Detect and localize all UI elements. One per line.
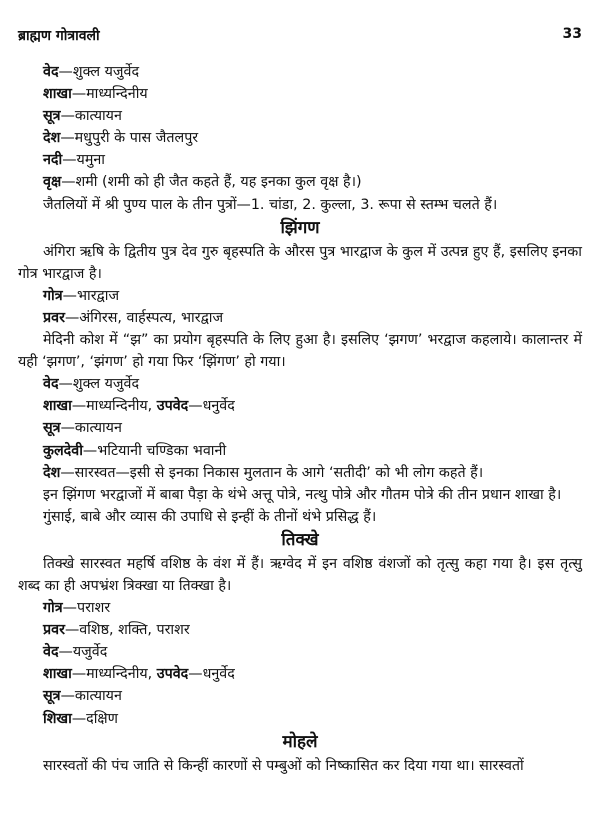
field-label: उपवेद — [156, 398, 189, 415]
field-label: शाखा — [43, 666, 72, 683]
field-label: गोत्र — [43, 600, 63, 617]
field-label: गोत्र — [43, 287, 63, 304]
field-label: वेद — [43, 64, 59, 80]
field-desh — [18, 462, 582, 484]
field-ved — [18, 641, 582, 663]
field-value: —शुक्ल यजुर्वेद — [58, 64, 140, 80]
field-label: वृक्ष — [43, 174, 62, 191]
field-vriksha — [18, 171, 582, 193]
field-label: शाखा — [43, 398, 72, 415]
field-value: —कात्यायन — [60, 420, 122, 437]
field-ved — [18, 61, 582, 83]
field-value: —दक्षिण — [71, 710, 119, 727]
field-shakha — [18, 83, 582, 105]
field-sutra — [18, 417, 582, 439]
paragraph: सारस्वतों की पंच जाति से किन्हीं कारणों से पम्बुओं को निष्कासित कर दिया गया था। सारस्वतों — [43, 757, 524, 774]
field-label: प्रवर — [43, 309, 65, 326]
field-gotra — [18, 597, 582, 619]
field-label: नदी — [43, 152, 63, 169]
field-value: —वशिष्ठ, शक्ति, पराशर — [64, 622, 190, 639]
field-shakha — [18, 395, 582, 417]
field-nadi — [18, 149, 582, 171]
field-desh — [18, 127, 582, 149]
field-label: वेद — [43, 376, 59, 393]
running-head: ब्राह्मण गोत्रावली — [18, 28, 100, 44]
paragraph: इन झिंगण भरद्वाजों में बाबा पैड़ा के थंभे अत्तू पोत्रे, नत्थु पोत्रे और गौतम पोत्रे की तीन प्रधान शाखा है। — [43, 486, 562, 503]
field-value: —माध्यन्दिनीय, — [71, 398, 153, 415]
field-shakha — [18, 663, 582, 685]
field-label: शाखा — [43, 86, 72, 103]
page-body — [18, 61, 582, 777]
field-label: देश — [43, 464, 61, 481]
field-label: देश — [43, 130, 61, 147]
field-label: सूत्र — [43, 688, 61, 705]
page-header — [18, 26, 582, 50]
field-shikha — [18, 708, 582, 730]
field-value: —सारस्वत—इसी से इनका निकास मुलतान के आगे ‘सतीदी’ को भी लोग कहते हैं। — [60, 464, 484, 481]
field-value: —शुक्ल यजुर्वेद — [58, 376, 140, 393]
paragraph: मेदिनी कोश में “झ” का प्रयोग बृहस्पति के लिए हुआ है। इसलिए ‘झगण’ भरद्वाज कहलाये। कालान्तर में यही ‘झगण’, ‘झंगण’ हो गया फिर ‘झिंगण’ हो गया। — [18, 332, 582, 371]
field-label: शिखा — [43, 710, 72, 727]
section-heading: झिंगण — [280, 217, 320, 238]
paragraph: गुंसाई, बाबे और व्यास की उपाधि से इन्हीं के तीनों थंभे प्रसिद्ध हैं। — [43, 508, 377, 525]
field-ved — [18, 373, 582, 395]
field-value: —कात्यायन — [60, 688, 122, 705]
field-value: —धनुर्वेद — [188, 666, 235, 683]
field-value: —यजुर्वेद — [58, 644, 108, 661]
field-value: —भारद्वाज — [62, 287, 120, 304]
page-number: 33 — [562, 26, 582, 42]
field-label: उपवेद — [156, 666, 189, 683]
field-kuldevi — [18, 440, 582, 462]
field-gotra — [18, 285, 582, 307]
field-sutra — [18, 685, 582, 707]
field-value: —माध्यन्दिनीय, — [71, 666, 153, 683]
field-label: कुलदेवी — [43, 442, 83, 459]
section-heading: तिक्खे — [281, 529, 319, 550]
field-label: प्रवर — [43, 622, 65, 639]
section-note: जैतलियों में श्री पुण्य पाल के तीन पुत्रों—1. चांडा, 2. कुल्ला, 3. रूपा से स्तम्भ चलते हैं। — [43, 196, 498, 213]
field-label: वेद — [43, 644, 59, 661]
field-value: —यमुना — [62, 152, 106, 169]
paragraph: तिक्खे सारस्वत महर्षि वशिष्ठ के वंश में हैं। ऋग्वेद में इन वशिष्ठ वंशजों को तृत्सु कहा गया है। इस तृत्सु शब्द का ही अपभ्रंश त्रिक्खा या तिक्खा है। — [18, 555, 582, 594]
field-value: —मधुपुरी के पास जैतलपुर — [60, 130, 199, 147]
field-value: —पराशर — [62, 600, 111, 617]
field-sutra — [18, 105, 582, 127]
field-value: —माध्यन्दिनीय — [71, 86, 148, 103]
field-pravar — [18, 307, 582, 329]
field-value: —अंगिरस, वार्हस्पत्य, भारद्वाज — [64, 309, 224, 326]
field-pravar — [18, 619, 582, 641]
field-value: —धनुर्वेद — [188, 398, 235, 415]
paragraph: अंगिरा ऋषि के द्वितीय पुत्र देव गुरु बृहस्पति के औरस पुत्र भारद्वाज के कुल में उत्पन्न हुए हैं, इसलिए इनका गोत्र भारद्वाज है। — [18, 243, 582, 282]
section-heading: मोहले — [282, 731, 318, 752]
field-label: सूत्र — [43, 420, 61, 437]
field-value: —शमी (शमी को ही जैत कहते हैं, यह इनका कुल वृक्ष है।) — [61, 174, 362, 191]
field-value: —भटियानी चण्डिका भवानी — [82, 442, 227, 459]
field-label: सूत्र — [43, 108, 61, 125]
field-value: —कात्यायन — [60, 108, 122, 125]
